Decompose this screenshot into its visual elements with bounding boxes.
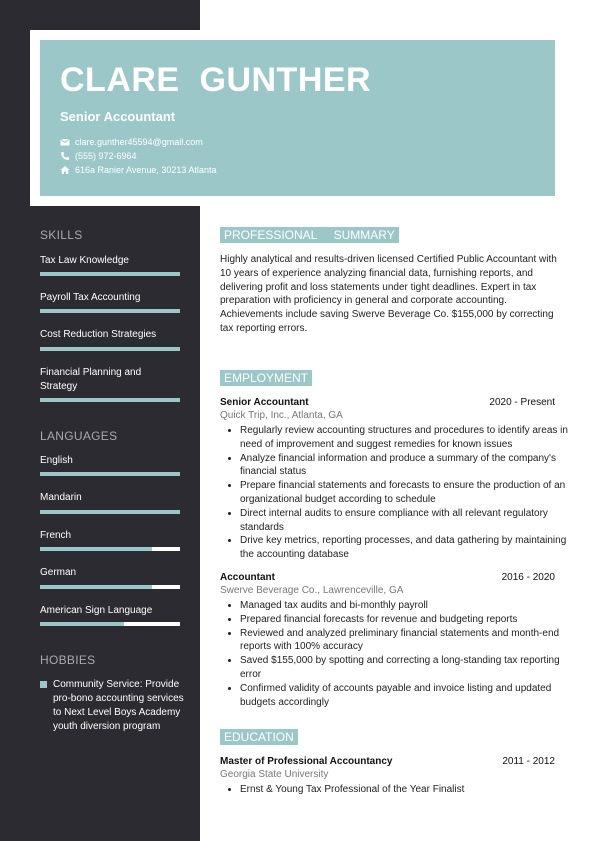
job-company: Swerve Beverage Co., Lawrenceville, GA	[220, 585, 404, 596]
email-text: clare.gunther45594@gmail.com	[75, 137, 203, 147]
skill-label: Tax Law Knowledge	[40, 255, 129, 266]
contact-phone	[60, 151, 137, 161]
hobby-item	[40, 678, 185, 734]
list-item: • Prepare financial statements and forecasts to ensure the production of an organizational budget according to schedule	[240, 479, 572, 507]
job-company: Quick Trip, Inc., Atlanta, GA	[220, 410, 343, 421]
list-item: • Direct internal audits to ensure compliance with all relevant regulatory standards	[240, 507, 572, 535]
language-bar	[40, 472, 180, 476]
square-bullet-icon	[40, 681, 47, 688]
job-dates: 2020 - Present	[489, 397, 555, 408]
education-dates: 2011 - 2012	[502, 756, 555, 767]
job-title: Senior Accountant	[220, 397, 309, 408]
language-bar	[40, 510, 180, 514]
header-panel	[40, 40, 555, 196]
school-name: Georgia State University	[220, 769, 329, 780]
list-item: • Regularly review accounting structures and procedures to identify areas in need of improvement and suggest remedies for known issues	[240, 424, 572, 452]
list-item: • Analyze financial information and produce a summary of the company's financial status	[240, 452, 572, 480]
candidate-name: CLARE GUNTHER	[60, 61, 372, 99]
envelope-icon	[60, 137, 70, 147]
candidate-role: Senior Accountant	[60, 109, 176, 124]
skill-bar	[40, 272, 180, 276]
language-label: French	[40, 530, 72, 541]
skill-label: Financial Planning and Strategy	[40, 367, 142, 392]
job-title: Accountant	[220, 572, 275, 583]
education-heading: EDUCATION	[220, 729, 298, 745]
summary-heading: PROFESSIONAL SUMMARY	[220, 227, 399, 243]
header	[30, 30, 565, 206]
contact-address	[60, 165, 216, 175]
language-bar	[40, 622, 180, 626]
hobby-text: Community Service: Provide pro-bono accounting services to Next Level Boys Academy youth diversion program	[53, 679, 184, 732]
degree-title: Master of Professional Accountancy	[220, 756, 393, 767]
skill-label: Cost Reduction Strategies	[40, 329, 157, 340]
language-label: American Sign Language	[40, 605, 153, 616]
list-item: • Confirmed validity of accounts payable and invoice listing and updated budgets accordingly	[240, 682, 572, 710]
address-text: 616a Ranier Avenue, 30213 Atlanta	[75, 165, 217, 175]
language-bar	[40, 547, 180, 551]
phone-text: (555) 972-6964	[75, 151, 137, 161]
list-item: • Reviewed and analyzed preliminary financial statements and month-end reports with 100% accuracy	[240, 627, 572, 655]
job-dates: 2016 - 2020	[501, 572, 555, 583]
contact-email	[60, 137, 203, 147]
skill-bar	[40, 309, 180, 313]
languages-heading: LANGUAGES	[40, 429, 118, 443]
phone-icon	[60, 151, 70, 161]
list-item: • Managed tax audits and bi-monthly payroll	[240, 599, 572, 613]
skill-label: Payroll Tax Accounting	[40, 292, 141, 303]
language-bar	[40, 585, 180, 589]
job-bullets	[226, 599, 572, 709]
list-item: • Prepared financial forecasts for revenue and budgeting reports	[240, 613, 572, 627]
language-label: English	[40, 455, 73, 466]
skills-heading: SKILLS	[40, 228, 83, 242]
list-item: • Drive key metrics, reporting processes, and data gathering by maintaining the accounting database	[240, 534, 572, 562]
list-item: • Ernst & Young Tax Professional of the Year Finalist	[240, 783, 572, 797]
language-label: Mandarin	[40, 492, 82, 503]
job-bullets	[226, 424, 572, 562]
list-item: • Saved $155,000 by spotting and correcting a long-standing tax reporting error	[240, 654, 572, 682]
summary-text: Highly analytical and results-driven licensed Certified Public Accountant with 10 years of experience analyzing financial data, furnishing reports, and delivering profit and loss statements under tight deadlines. Expert in tax preparation with proficiency in general and corporate accounting. Achievements include saving Swerve Beverage Co. $155,000 by correcting tax reporting errors.	[220, 254, 557, 334]
hobbies-heading: HOBBIES	[40, 653, 96, 667]
education-bullets	[226, 783, 572, 797]
home-icon	[60, 165, 70, 175]
skill-bar	[40, 398, 180, 402]
skill-bar	[40, 347, 180, 351]
language-label: German	[40, 567, 77, 578]
employment-heading: EMPLOYMENT	[220, 370, 312, 386]
